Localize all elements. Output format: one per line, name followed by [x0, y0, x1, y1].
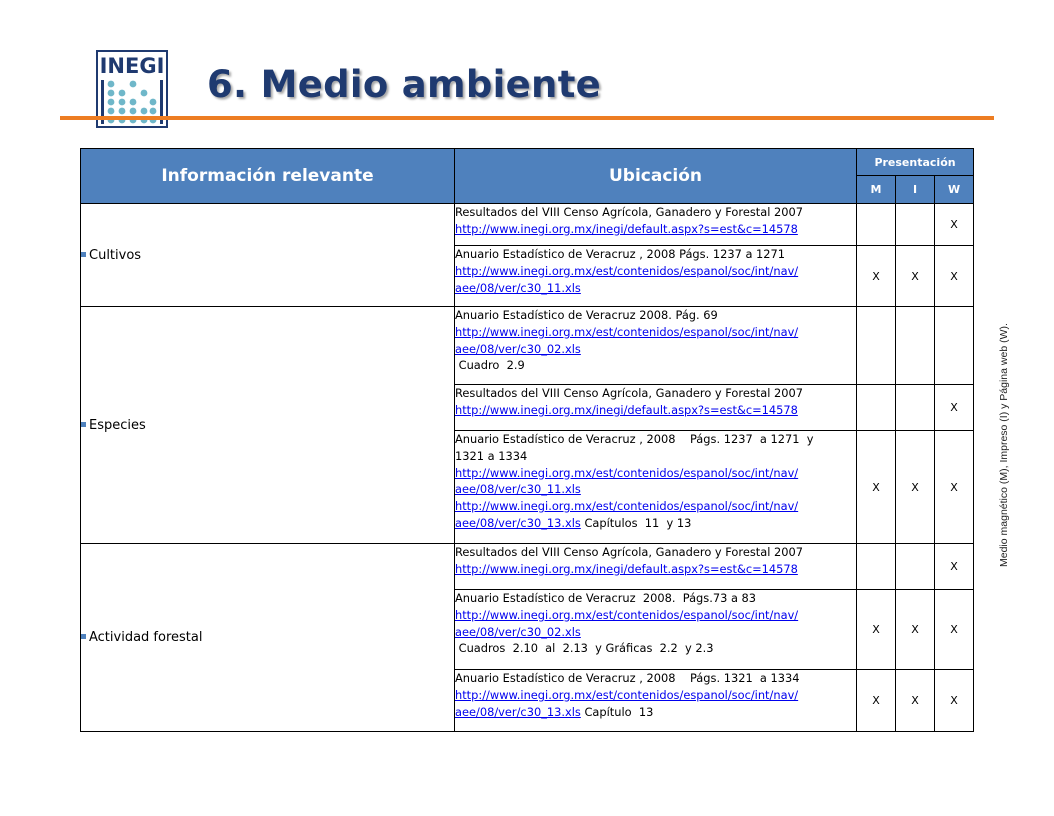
source-link[interactable]: http://www.inegi.org.mx/est/contenidos/espanol/soc/int/nav/	[455, 687, 799, 702]
location-cell	[455, 246, 857, 307]
mark-w: X	[935, 204, 974, 246]
source-link[interactable]: http://www.inegi.org.mx/est/contenidos/espanol/soc/int/nav/	[455, 499, 799, 514]
bullet-icon	[81, 634, 86, 639]
mark-i	[896, 307, 935, 385]
header-presentation: Presentación	[857, 149, 974, 176]
source-link[interactable]: aee/08/ver/c30_13.xls	[455, 515, 581, 530]
source-link[interactable]: aee/08/ver/c30_13.xls	[455, 704, 581, 719]
source-note: Capítulos 11 y 13	[580, 515, 692, 530]
presentation-legend-note: Medio magnético (M), Impreso (I) y Página web (W).	[998, 323, 1010, 567]
mark-w: X	[935, 246, 974, 307]
header-divider	[60, 116, 994, 120]
source-text: Resultados del VIII Censo Agrícola, Ganadero y Forestal 2007	[455, 545, 803, 559]
category-label: Cultivos	[89, 247, 142, 263]
mark-i: X	[896, 431, 935, 544]
source-link[interactable]: aee/08/ver/c30_02.xls	[455, 624, 581, 639]
source-text: Anuario Estadístico de Veracruz , 2008 Págs. 1237 a 1271	[455, 247, 786, 261]
mark-m	[857, 544, 896, 590]
header-i: I	[896, 176, 935, 204]
source-link[interactable]: http://www.inegi.org.mx/inegi/default.aspx?s=est&c=14578	[455, 221, 798, 236]
mark-i	[896, 204, 935, 246]
location-cell	[455, 307, 857, 385]
source-note: Capítulo 13	[580, 704, 654, 719]
category-label: Especies	[89, 417, 146, 433]
sources-table	[80, 148, 974, 732]
location-cell	[455, 670, 857, 732]
source-text: Anuario Estadístico de Veracruz , 2008 Págs. 1237 a 1271 y	[455, 432, 814, 446]
bullet-icon	[81, 252, 86, 257]
table-row	[81, 307, 974, 385]
bullet-icon	[81, 422, 86, 427]
source-text: Anuario Estadístico de Veracruz , 2008 Págs. 1321 a 1334	[455, 671, 800, 685]
location-cell	[455, 204, 857, 246]
source-link[interactable]: http://www.inegi.org.mx/est/contenidos/espanol/soc/int/nav/	[455, 263, 799, 278]
mark-m: X	[857, 670, 896, 732]
mark-w: X	[935, 431, 974, 544]
source-link[interactable]: http://www.inegi.org.mx/inegi/default.aspx?s=est&c=14578	[455, 402, 798, 417]
mark-i: X	[896, 246, 935, 307]
source-link[interactable]: aee/08/ver/c30_02.xls	[455, 341, 581, 356]
category-cell	[81, 204, 455, 307]
category-label: Actividad forestal	[89, 630, 203, 645]
source-link[interactable]: http://www.inegi.org.mx/inegi/default.aspx?s=est&c=14578	[455, 561, 798, 576]
mark-w	[935, 307, 974, 385]
mark-w: X	[935, 670, 974, 732]
mark-w: X	[935, 590, 974, 670]
source-text: 1321 a 1334	[455, 448, 528, 463]
mark-i	[896, 385, 935, 431]
source-text: Anuario Estadístico de Veracruz 2008. Págs.73 a 83	[455, 591, 757, 605]
page-title: 6. Medio ambiente	[207, 63, 602, 106]
source-note: Cuadro 2.9	[455, 358, 525, 373]
mark-w: X	[935, 544, 974, 590]
mark-i: X	[896, 670, 935, 732]
header-m: M	[857, 176, 896, 204]
source-text: Resultados del VIII Censo Agrícola, Ganadero y Forestal 2007	[455, 205, 803, 219]
mark-m	[857, 385, 896, 431]
mark-m: X	[857, 590, 896, 670]
mark-i	[896, 544, 935, 590]
source-link[interactable]: http://www.inegi.org.mx/est/contenidos/espanol/soc/int/nav/	[455, 607, 799, 622]
logo-text: INEGI	[99, 54, 165, 78]
source-link[interactable]: http://www.inegi.org.mx/est/contenidos/espanol/soc/int/nav/	[455, 465, 799, 480]
header-info: Información relevante	[81, 149, 455, 204]
source-link[interactable]: http://www.inegi.org.mx/est/contenidos/espanol/soc/int/nav/	[455, 324, 799, 339]
category-cell	[81, 307, 455, 544]
mark-m: X	[857, 431, 896, 544]
mark-w: X	[935, 385, 974, 431]
location-cell	[455, 431, 857, 544]
category-cell	[81, 544, 455, 732]
location-cell	[455, 385, 857, 431]
source-link[interactable]: aee/08/ver/c30_11.xls	[455, 280, 581, 295]
location-cell	[455, 544, 857, 590]
source-text: Resultados del VIII Censo Agrícola, Ganadero y Forestal 2007	[455, 386, 803, 400]
source-text: Anuario Estadístico de Veracruz 2008. Pág. 69	[455, 308, 718, 322]
mark-m	[857, 204, 896, 246]
header-w: W	[935, 176, 974, 204]
mark-i: X	[896, 590, 935, 670]
table-row	[81, 204, 974, 246]
mark-m	[857, 307, 896, 385]
location-cell	[455, 590, 857, 670]
source-link[interactable]: aee/08/ver/c30_11.xls	[455, 482, 581, 497]
header-location: Ubicación	[455, 149, 857, 204]
mark-m: X	[857, 246, 896, 307]
table-row	[81, 544, 974, 590]
source-note: Cuadros 2.10 al 2.13 y Gráficas 2.2 y 2.3	[455, 641, 714, 656]
